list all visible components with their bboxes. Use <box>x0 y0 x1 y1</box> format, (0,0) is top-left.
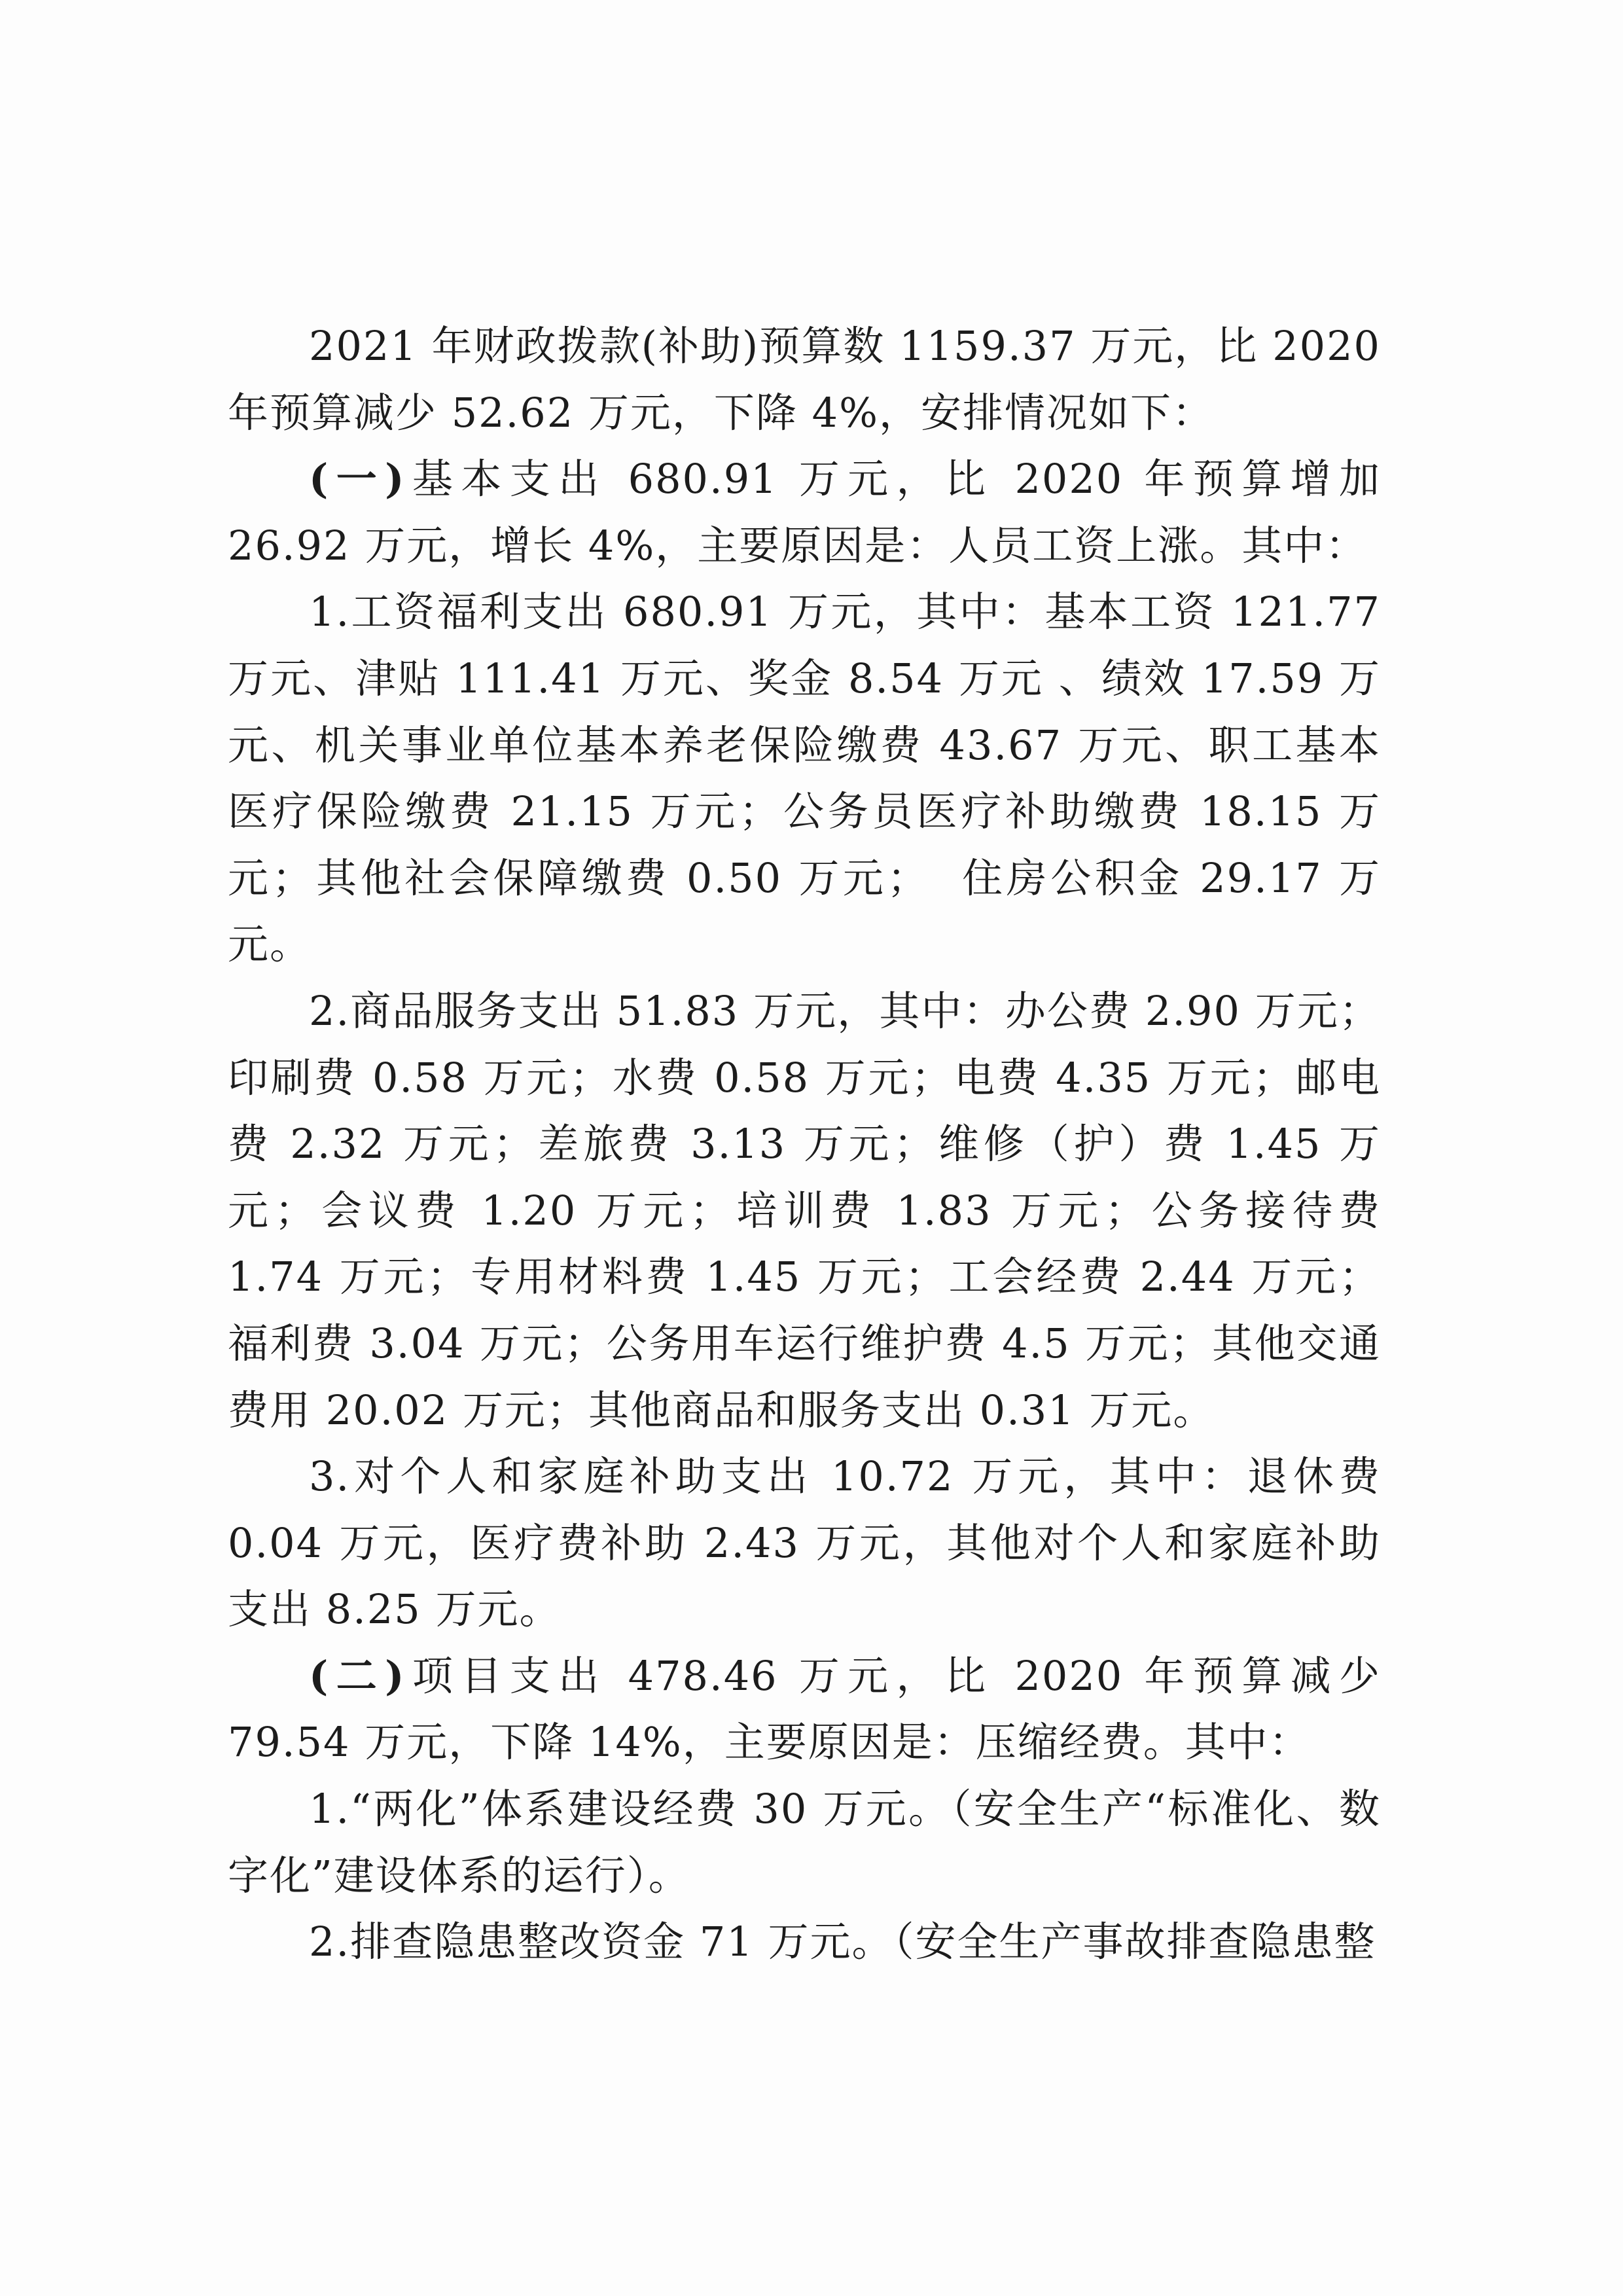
basic-expenditure-paragraph <box>228 446 1395 579</box>
section-marker: (一) <box>309 455 406 503</box>
paragraph-text: 1.工资福利支出 680.91 万元，其中：基本工资 121.77 万元、津贴 111.41 万元、奖金 8.54 万元 、绩效 17.59 万元、机关事业单位基本养老保险缴费 43.67 万元、职工基本医疗保险缴费 21.15 万元；公务员医疗补助缴费 18.15 万元；其他社会保障缴费 0.50 万元； 住房公积金 29.17 万元。 <box>228 588 1395 969</box>
document-body <box>228 313 1395 1975</box>
paragraph-text: 1.“两化”体系建设经费 30 万元。（安全生产“标准化、数字化”建设体系的运行）。 <box>228 1785 1381 1899</box>
paragraph-text: 2.排查隐患整改资金 71 万元。（安全生产事故排查隐患整 <box>309 1918 1376 1966</box>
paragraph-text: 3.对个人和家庭补助支出 10.72 万元，其中：退休费 0.04 万元，医疗费补助 2.43 万元，其他对个人和家庭补助支出 8.25 万元。 <box>228 1452 1395 1634</box>
paragraph-text: 基本支出 680.91 万元，比 2020 年预算增加 26.92 万元，增长 4%，主要原因是：人员工资上涨。其中： <box>228 455 1395 569</box>
paragraph-text: 项目支出 478.46 万元，比 2020 年预算减少 79.54 万元，下降 14%，主要原因是：压缩经费。其中： <box>228 1651 1395 1767</box>
wages-welfare-paragraph <box>228 579 1395 978</box>
household-subsidy-paragraph <box>228 1443 1395 1643</box>
section-marker: (二) <box>309 1651 406 1700</box>
hazard-rectification-paragraph <box>228 1909 1381 1975</box>
budget-summary-paragraph <box>228 313 1395 446</box>
two-system-fund-paragraph <box>228 1776 1381 1909</box>
paragraph-text: 2.商品服务支出 51.83 万元，其中：办公费 2.90 万元；印刷费 0.58 万元；水费 0.58 万元；电费 4.35 万元；邮电费 2.32 万元；差旅费 3.13 万元；维修（护）费 1.45 万元；会议费 1.20 万元；培训费 1.83 万元；公务接待费 1.74 万元；专用材料费 1.45 万元；工会经费 2.44 万元；福利费 3.04 万元；公务用车运行维护费 4.5 万元；其他交通费用 20.02 万元；其他商品和服务支出 0.31 万元。 <box>228 986 1395 1434</box>
goods-services-paragraph <box>228 978 1395 1443</box>
project-expenditure-paragraph <box>228 1643 1395 1776</box>
paragraph-text: 2021 年财政拨款(补助)预算数 1159.37 万元，比 2020 年预算减少 52.62 万元，下降 4%，安排情况如下： <box>228 322 1395 437</box>
